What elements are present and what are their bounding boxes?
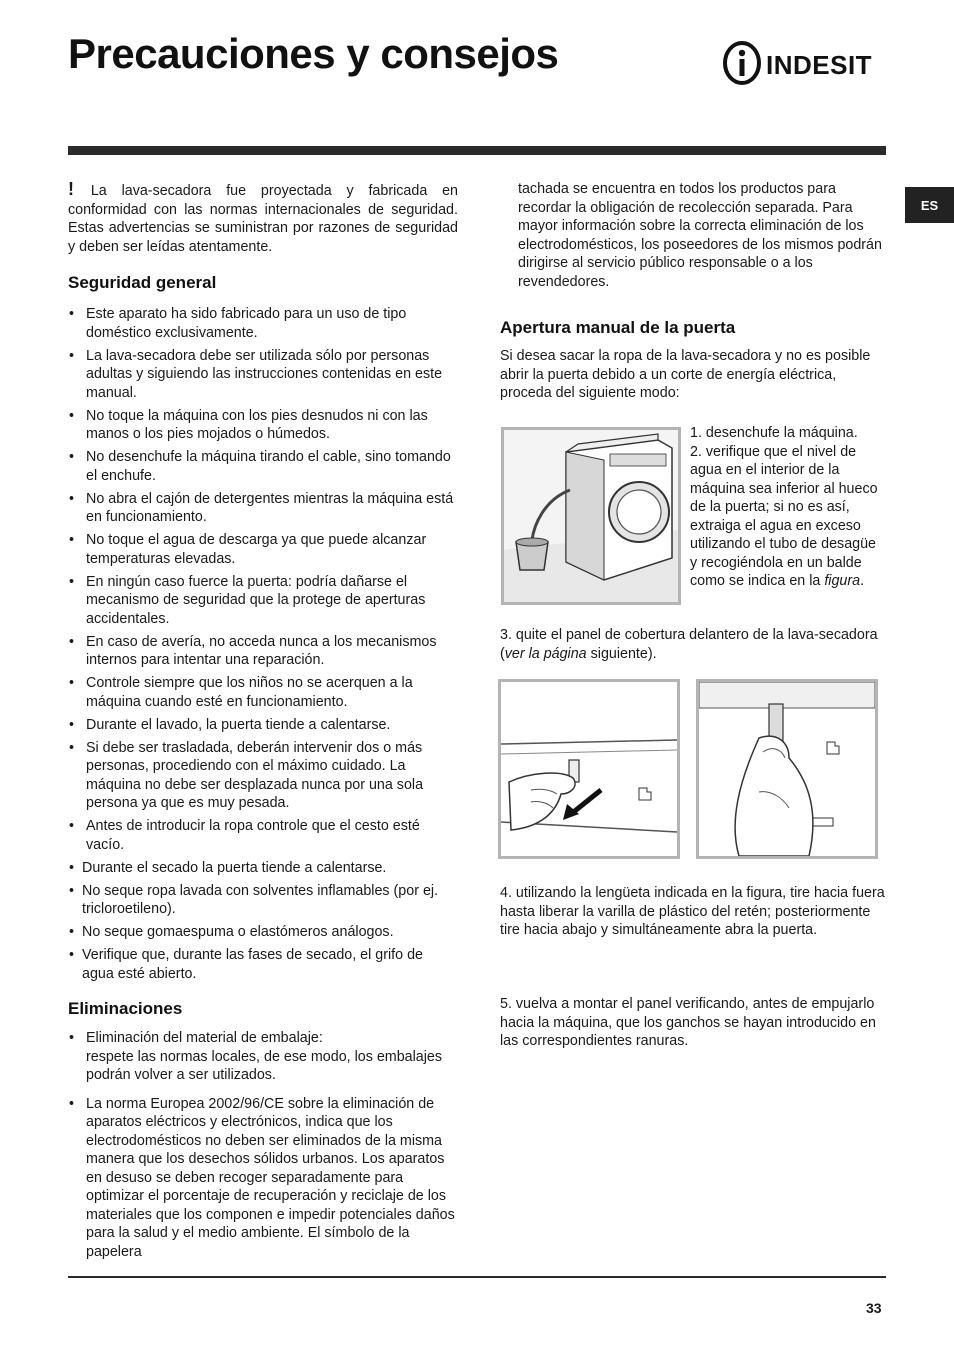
list-item xyxy=(68,1029,458,1085)
secado-list xyxy=(68,859,458,984)
intro-text: La lava-secadora fue proyectada y fabricada en conformidad con las normas internacionales de seguridad. Estas advertencias se suministran por razones de seguridad y deben ser leídas atentamente. xyxy=(68,183,459,255)
embalaje-title: Eliminación del material de embalaje: xyxy=(86,1030,323,1046)
warning-mark: ! xyxy=(68,179,74,199)
washer-drain-illustration xyxy=(504,430,678,602)
list-item: • No toque la máquina con los pies desnudos ni con las manos o los pies mojados o húmedos. xyxy=(68,407,458,444)
list-item: • La norma Europea 2002/96/CE sobre la eliminación de aparatos eléctricos y electrónicos, indica que los electrodomésticos no deben ser eliminados de la misma manera que los desechos sólidos urbanos. Los aparatos en desuso se deben recoger separadamente para optimizar el porcentaje de recuperación y reciclaje de los materiales que los componen e impedir potenciales daños para la salud y el medio ambiente. El símbolo de la papelera xyxy=(68,1095,458,1262)
page-title: Precauciones y consejos xyxy=(68,30,559,77)
eliminaciones-continuation: tachada se encuentra en todos los productos para recordar la obligación de recolección separada. Para mayor información sobre la correcta eliminación de los electrodomésticos, los poseedores de los mismos podrán dirigirse al servicio público responsable o a los revendedores. xyxy=(518,181,882,290)
list-item: • No toque el agua de descarga ya que puede alcanzar temperaturas elevadas. xyxy=(68,531,458,568)
embalaje-text: respete las normas locales, de ese modo, los embalajes podrán volver a ser utilizados. xyxy=(86,1048,443,1083)
left-column xyxy=(68,180,458,1266)
list-item: • Controle siempre que los niños no se acerquen a la máquina cuando esté en funcionamiento. xyxy=(68,674,458,711)
eliminaciones-list xyxy=(68,1029,458,1261)
step-2: 2. verifique que el nivel de agua en el interior de la máquina sea inferior al hueco de la puerta; si no es así, extraiga el agua en exceso utilizando el tubo de desagüe y recogiéndola en un balde como se indica en la figura. xyxy=(690,443,878,589)
list-item: • En ningún caso fuerce la puerta: podría dañarse el mecanismo de seguridad que la protege de aperturas accidentales. xyxy=(68,573,458,629)
release-rod-illustration xyxy=(699,682,875,856)
footer-divider xyxy=(68,1276,886,1278)
header-divider xyxy=(68,146,886,155)
heading-seguridad: Seguridad general xyxy=(68,273,217,292)
list-item: • Antes de introducir la ropa controle que el cesto esté vacío. xyxy=(68,817,458,854)
figure-pull-tab xyxy=(498,679,680,859)
heading-apertura: Apertura manual de la puerta xyxy=(500,318,736,337)
page-number: 33 xyxy=(866,1300,882,1316)
list-item: • No abra el cajón de detergentes mientras la máquina está en funcionamiento. xyxy=(68,490,458,527)
step-4: 4. utilizando la lengüeta indicada en la figura, tire hacia fuera hasta liberar la varilla de plástico del retén; posteriormente tire hacia abajo y simultáneamente abra la puerta. xyxy=(500,885,885,938)
pull-tab-illustration xyxy=(501,682,677,856)
figure-drain-washer xyxy=(501,427,681,605)
seguridad-list xyxy=(68,305,458,854)
list-item: • La lava-secadora debe ser utilizada sólo por personas adultas y siguiendo las instrucciones contenidas en este manual. xyxy=(68,347,458,403)
apertura-intro: Si desea sacar la ropa de la lava-secadora y no es posible abrir la puerta debido a un corte de energía eléctrica, proceda del siguiente modo: xyxy=(500,348,871,401)
list-item: • Verifique que, durante las fases de secado, el grifo de agua esté abierto. xyxy=(68,946,458,983)
indesit-logo xyxy=(722,40,887,86)
language-tab: ES xyxy=(905,187,954,223)
right-column xyxy=(500,180,885,403)
brand-wordmark: INDESIT xyxy=(766,50,873,80)
list-item: • No seque gomaespuma o elastómeros análogos. xyxy=(68,923,458,942)
list-item: • No desenchufe la máquina tirando el cable, sino tomando el enchufe. xyxy=(68,448,458,485)
list-item: • En caso de avería, no acceda nunca a los mecanismos internos para intentar una reparación. xyxy=(68,633,458,670)
figure-release-rod xyxy=(696,679,878,859)
step-1: 1. desenchufe la máquina. xyxy=(690,425,858,441)
list-item: • Si debe ser trasladada, deberán intervenir dos o más personas, procediendo con el máximo cuidado. La máquina no debe ser desplazada nunca por una sola persona ya que es muy pesada. xyxy=(68,739,458,813)
step-5: 5. vuelva a montar el panel verificando, antes de empujarlo hacia la máquina, que los ganchos se hayan introducido en las correspondientes ranuras. xyxy=(500,996,876,1049)
heading-eliminaciones: Eliminaciones xyxy=(68,999,183,1018)
steps-1-2 xyxy=(690,424,886,591)
step-3: 3. quite el panel de cobertura delantero de la lava-secadora (ver la página siguiente). xyxy=(500,627,878,662)
list-item: • Durante el lavado, la puerta tiende a calentarse. xyxy=(68,716,458,735)
list-item: • Este aparato ha sido fabricado para un uso de tipo doméstico exclusivamente. xyxy=(68,305,458,342)
intro-warning xyxy=(68,180,458,256)
list-item: • Durante el secado la puerta tiende a calentarse. xyxy=(68,859,458,878)
list-item: • No seque ropa lavada con solventes inflamables (por ej. tricloroetileno). xyxy=(68,882,458,919)
